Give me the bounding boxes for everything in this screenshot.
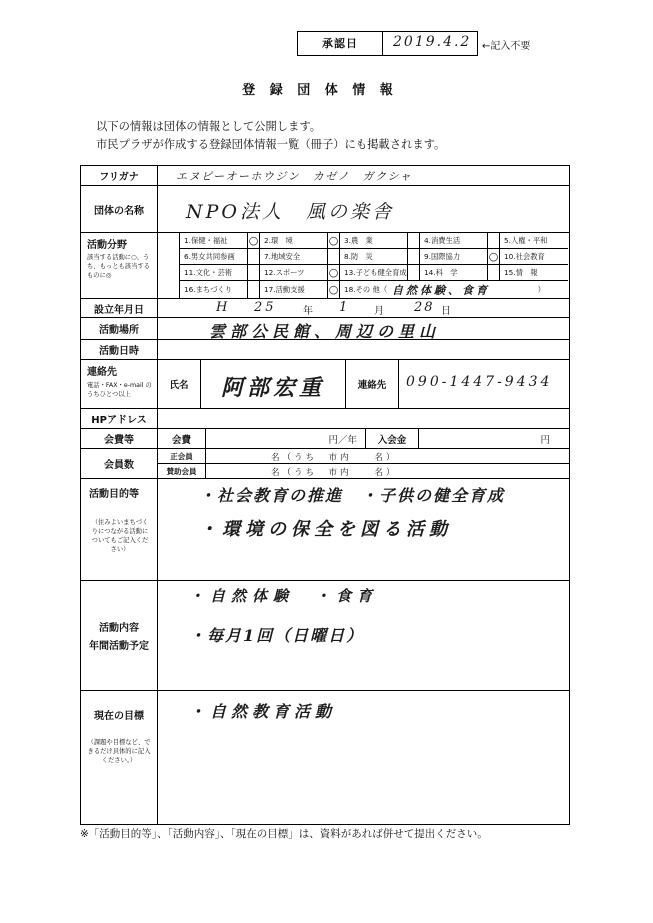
activity-schedule-row bbox=[81, 340, 569, 360]
option-label: 4.消費生活 bbox=[424, 235, 461, 245]
group-name-row bbox=[81, 186, 569, 233]
current-goal-note: （課題や目標など、できるだけ具体的に記入ください。） bbox=[87, 739, 151, 764]
regular-members-text: 名（うち 市内 名） bbox=[271, 453, 398, 463]
activity-options-grid bbox=[179, 233, 568, 298]
entry-fee-unit: 円 bbox=[540, 434, 550, 446]
option-label: 17.活動支援 bbox=[264, 284, 305, 294]
option-health-welfare bbox=[180, 233, 260, 248]
supporting-members-text: 名（うち 市内 名） bbox=[271, 468, 398, 478]
option-label: 16.まちづくり bbox=[184, 284, 233, 294]
regular-members-row bbox=[158, 449, 569, 464]
activity-fields-label-cell bbox=[81, 233, 158, 298]
option-label: 13.子ども健全育成 bbox=[344, 267, 407, 277]
option-label: 2.環 境 bbox=[264, 235, 293, 245]
activity-place-row bbox=[81, 318, 569, 340]
option-youth-development bbox=[340, 265, 420, 280]
purpose-note: （住みよいまちづくりにつながる活動についてもご記入ください） bbox=[91, 519, 149, 553]
option-environment bbox=[260, 233, 340, 248]
contact-method-value: 090-1447-9434 bbox=[406, 374, 553, 390]
founded-year-unit: 年 bbox=[303, 306, 313, 317]
option-mark bbox=[487, 265, 499, 280]
option-label: 5.人権・平和 bbox=[504, 235, 548, 245]
purpose-row bbox=[81, 479, 569, 581]
hp-address-row bbox=[81, 409, 569, 429]
activity-fields-row bbox=[81, 233, 569, 299]
founded-date-row bbox=[81, 299, 569, 318]
activity-content-label-cell bbox=[81, 581, 158, 690]
option-label: 18.その 他（ bbox=[344, 284, 388, 294]
contact-method-label: 連絡先 bbox=[346, 360, 399, 408]
supporting-members-label: 賛助会員 bbox=[158, 464, 206, 478]
activity-schedule-label: 活動日時 bbox=[81, 340, 158, 359]
current-goal-label: 現在の目標 bbox=[94, 711, 144, 722]
activity-line: ・自然体験 ・食育 bbox=[189, 587, 379, 605]
founded-month: 1 bbox=[339, 300, 348, 315]
approval-note: ←記入不要 bbox=[482, 41, 531, 52]
option-agriculture bbox=[340, 233, 420, 248]
approval-date-label: 承認日 bbox=[298, 32, 383, 55]
purpose-label-cell bbox=[81, 479, 158, 580]
option-international-cooperation bbox=[420, 249, 500, 264]
option-community-safety bbox=[260, 249, 340, 264]
option-mark: ○ bbox=[488, 250, 499, 263]
option-disaster-prevention bbox=[340, 249, 420, 264]
option-mark bbox=[247, 249, 259, 264]
option-other-close: ） bbox=[537, 284, 545, 294]
option-label: 9.国際協力 bbox=[424, 251, 461, 261]
option-mark: ○ bbox=[248, 234, 259, 247]
activity-place-label: 活動場所 bbox=[81, 318, 158, 339]
option-row bbox=[180, 249, 568, 265]
founded-day: 28 bbox=[414, 300, 435, 315]
furigana-row bbox=[81, 166, 569, 186]
option-label: 7.地域安全 bbox=[264, 251, 301, 261]
option-label: 3.農 業 bbox=[344, 235, 373, 245]
contact-name-value: 阿部宏重 bbox=[221, 375, 326, 401]
regular-members-label: 正会員 bbox=[158, 449, 206, 463]
fee-unit: 円／年 bbox=[206, 429, 366, 448]
furigana-label: フリガナ bbox=[81, 166, 158, 185]
founded-date-label: 設立年月日 bbox=[81, 299, 158, 317]
fees-label: 会費等 bbox=[81, 429, 158, 448]
fees-row bbox=[81, 429, 569, 449]
contact-name-cell bbox=[201, 360, 346, 408]
group-name-label: 団体の名称 bbox=[81, 186, 158, 232]
option-mark bbox=[247, 265, 259, 280]
activity-place-value: 雲部公民館、周辺の里山 bbox=[209, 322, 441, 341]
contact-name-label: 氏名 bbox=[158, 360, 201, 408]
annual-plan-label: 年間活動予定 bbox=[89, 641, 149, 652]
contact-row bbox=[81, 360, 569, 409]
contact-note: 電話・FAX・e-mail のうちひとつ以上 bbox=[87, 382, 152, 398]
option-gender-equality bbox=[180, 249, 260, 264]
option-mark bbox=[327, 249, 339, 264]
option-label: 14.科 学 bbox=[424, 267, 458, 277]
activity-line: ・毎月1回（日曜日） bbox=[189, 626, 365, 645]
option-row bbox=[180, 265, 568, 281]
option-mark bbox=[247, 281, 259, 298]
founded-month-unit: 月 bbox=[374, 306, 384, 317]
contact-label-cell bbox=[81, 360, 158, 408]
members-label: 会員数 bbox=[81, 449, 158, 478]
activity-content-row bbox=[81, 581, 569, 691]
option-sports bbox=[260, 265, 340, 280]
activity-fields-label: 活動分野 bbox=[87, 240, 127, 251]
option-label: 1.保健・福祉 bbox=[184, 235, 228, 245]
option-culture-arts bbox=[180, 265, 260, 280]
option-mark bbox=[407, 249, 419, 264]
activity-content-label: 活動内容 bbox=[99, 623, 139, 634]
option-mark: ○ bbox=[328, 266, 339, 279]
option-social-education bbox=[500, 249, 567, 264]
option-mark bbox=[407, 265, 419, 280]
option-label: 11.文化・芸術 bbox=[184, 267, 233, 277]
fee-label: 会費 bbox=[158, 429, 206, 448]
option-row bbox=[180, 233, 568, 249]
supporting-members-row bbox=[158, 464, 569, 478]
option-science bbox=[420, 265, 500, 280]
option-label: 12.スポーツ bbox=[264, 267, 305, 277]
contact-label: 連絡先 bbox=[87, 367, 117, 378]
option-consumer-life bbox=[420, 233, 500, 248]
footer-note: ※「活動目的等」、「活動内容」、「現在の目標」は、資料があれば併せて提出ください。 bbox=[80, 828, 488, 840]
option-label: 10.社会教育 bbox=[504, 251, 545, 261]
option-mark bbox=[487, 233, 499, 248]
option-other bbox=[340, 281, 567, 298]
approval-date-value: 2019.4.2 bbox=[393, 34, 472, 50]
page-title: 登 録 団 体 情 報 bbox=[242, 83, 398, 98]
founded-day-unit: 日 bbox=[441, 306, 451, 317]
option-mark: ○ bbox=[328, 234, 339, 247]
purpose-line: ・環境の保全を図る活動 bbox=[199, 519, 452, 540]
option-other-value: 自然体験、食育 bbox=[392, 284, 490, 297]
approval-box bbox=[297, 31, 478, 56]
intro-line: 市民プラザが作成する登録団体情報一覧（冊子）にも掲載されます。 bbox=[96, 138, 446, 151]
intro-text bbox=[96, 118, 445, 154]
purpose-line: ・社会教育の推進 ・子供の健全育成 bbox=[199, 486, 506, 505]
option-mark bbox=[407, 233, 419, 248]
activity-fields-note: 該当する活動に○、うち、もっとも該当するものに◎ bbox=[87, 254, 150, 279]
option-label: 15.情 報 bbox=[504, 267, 538, 277]
group-name-value: NPO法人 風の楽舎 bbox=[186, 201, 394, 223]
intro-line: 以下の情報は団体の情報として公開します。 bbox=[96, 120, 322, 133]
founded-era: H bbox=[216, 300, 228, 315]
option-row bbox=[180, 281, 568, 298]
option-activity-support bbox=[260, 281, 340, 298]
current-goal-label-cell bbox=[81, 691, 158, 824]
hp-address-label: HPアドレス bbox=[81, 409, 158, 428]
members-row bbox=[81, 449, 569, 479]
purpose-label: 活動目的等 bbox=[89, 489, 139, 500]
option-human-rights-peace bbox=[500, 233, 567, 248]
option-label: 8.防 災 bbox=[344, 251, 373, 261]
registration-table bbox=[80, 165, 570, 825]
furigana-value: エヌピーオーホウジン カゼノ ガクシャ bbox=[176, 170, 413, 183]
current-goal-line: ・自然教育活動 bbox=[189, 702, 337, 721]
option-mark: ○ bbox=[328, 283, 339, 296]
option-town-development bbox=[180, 281, 260, 298]
option-information bbox=[500, 265, 567, 280]
founded-year: 25 bbox=[254, 300, 277, 315]
current-goal-row bbox=[81, 691, 569, 824]
option-label: 6.男女共同参画 bbox=[184, 251, 235, 261]
entry-fee-label: 入会金 bbox=[366, 429, 419, 448]
